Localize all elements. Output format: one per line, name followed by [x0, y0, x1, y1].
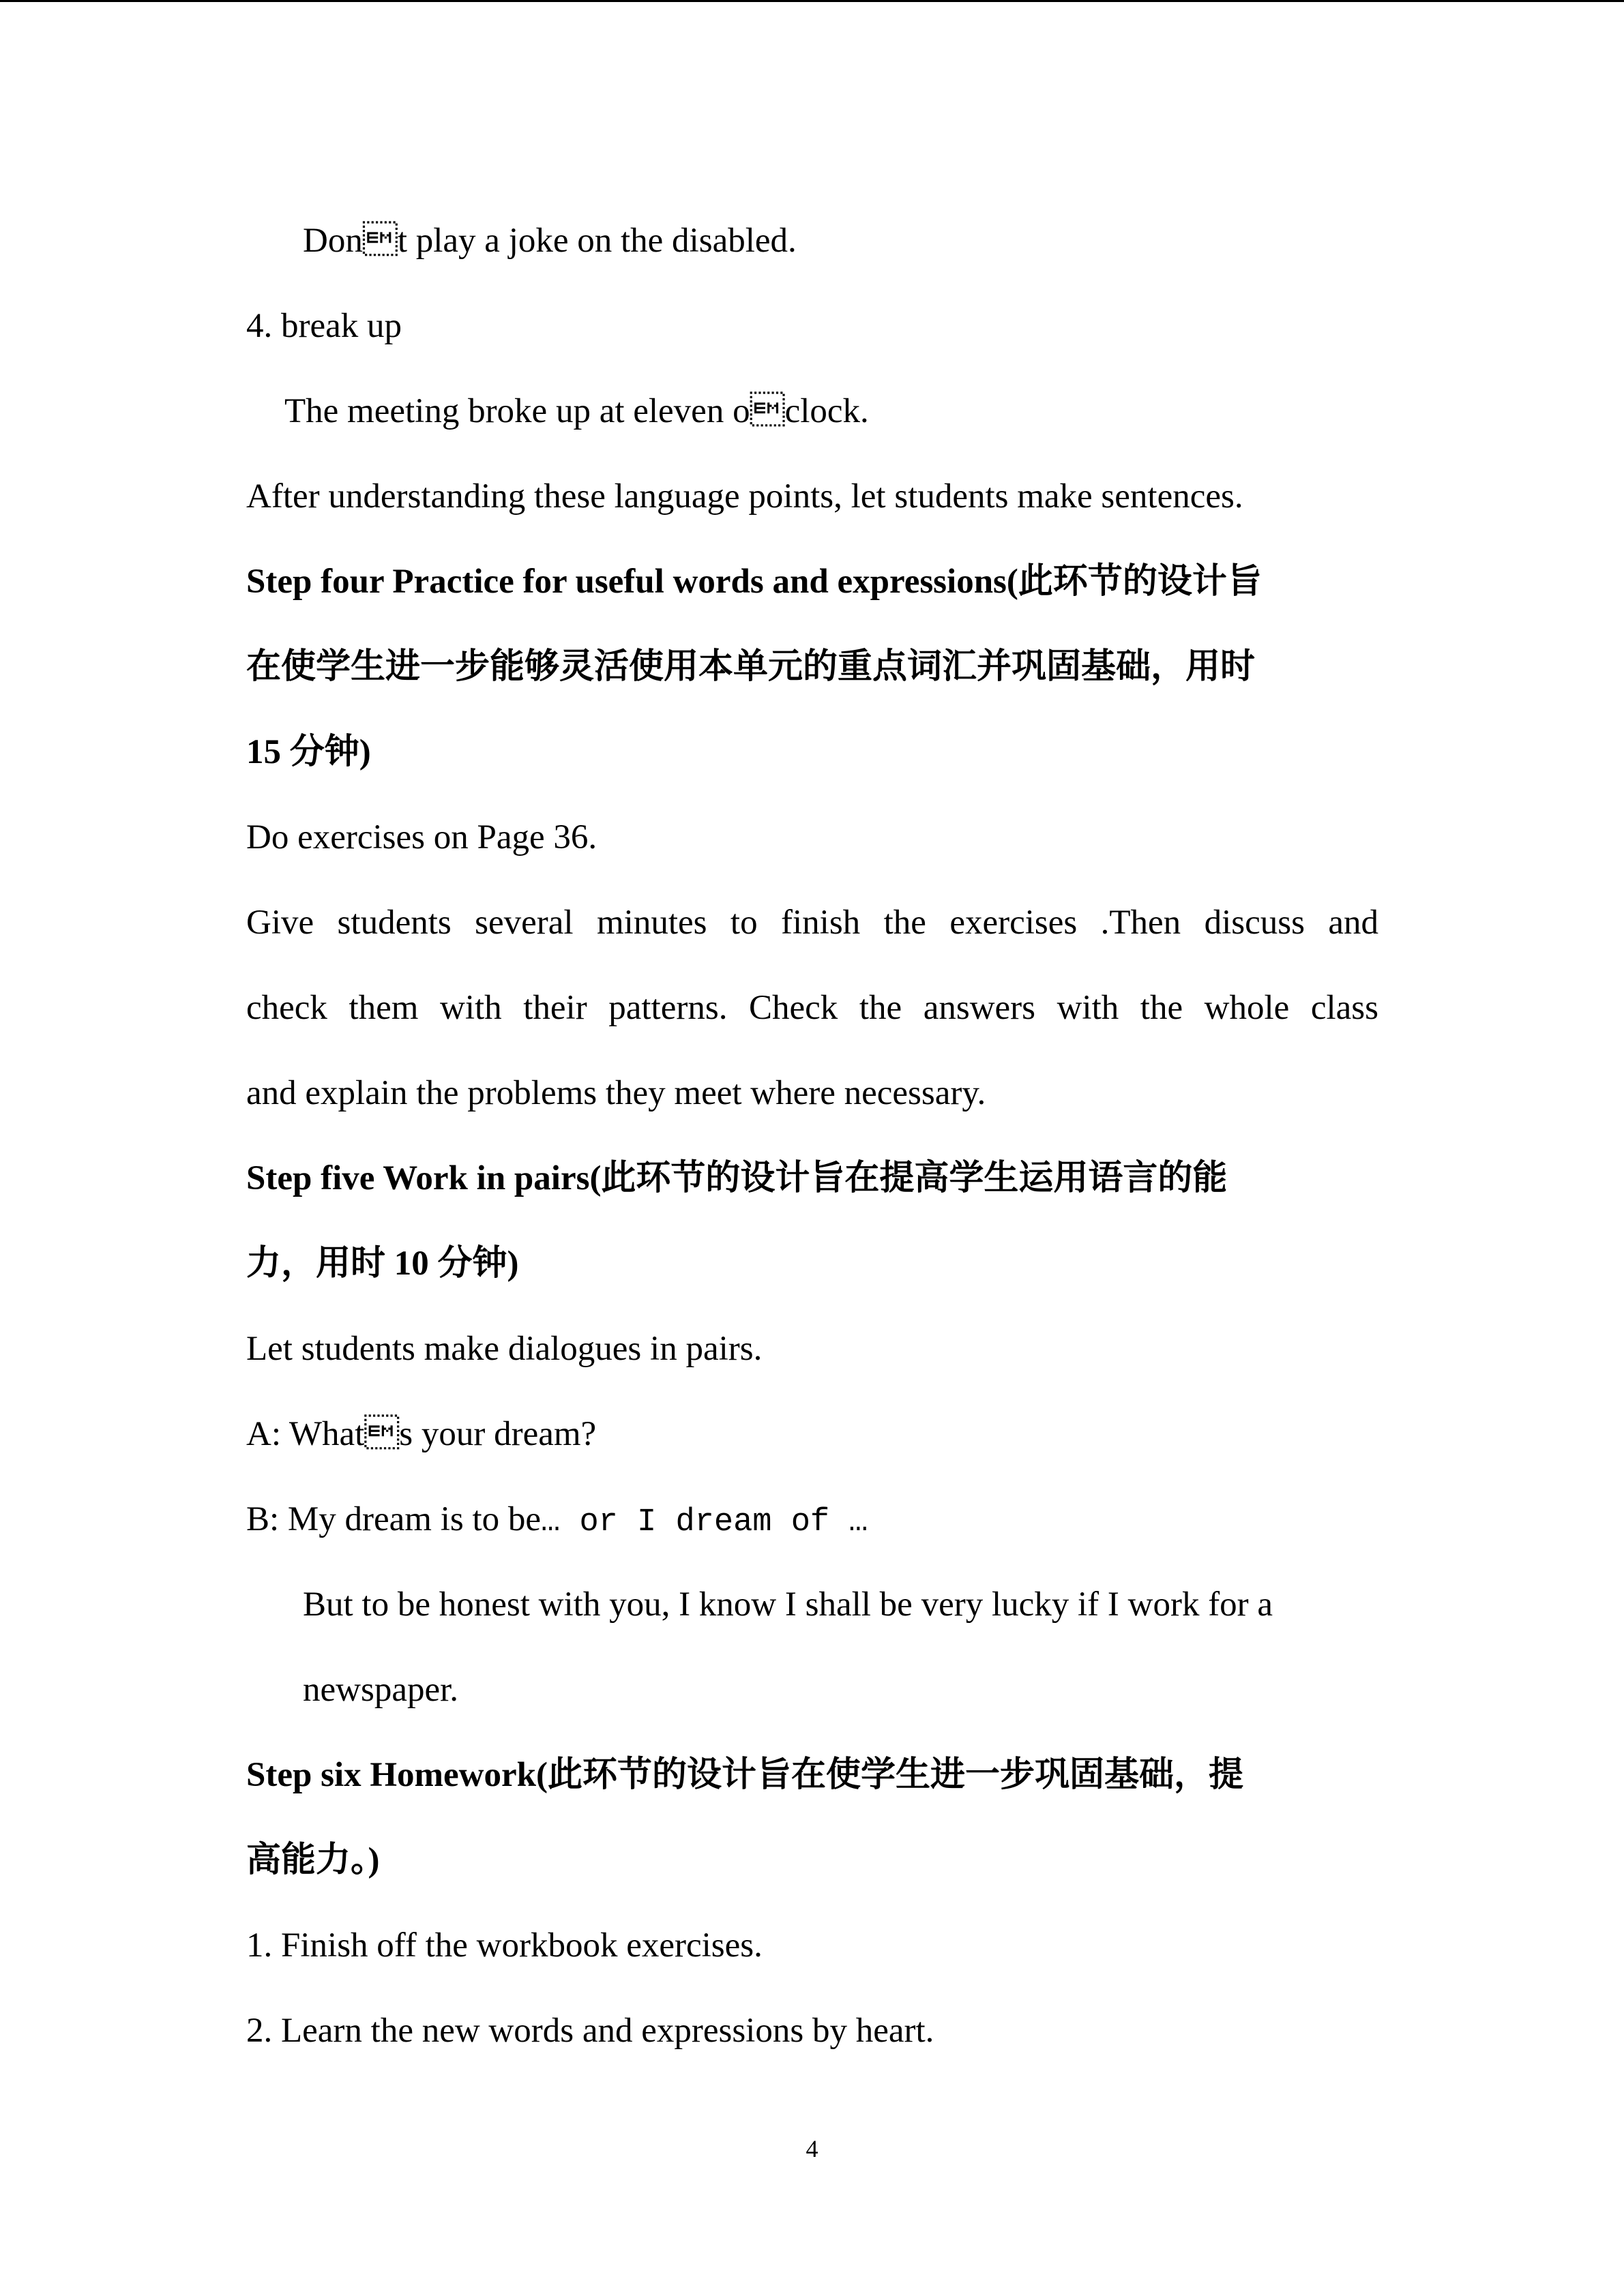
paragraph-make-dialogues: Let students make dialogues in pairs. — [246, 1330, 763, 1368]
dialogue-line-b — [246, 1498, 1378, 1544]
heading-step-five-line-2: 力，用时 10 分钟) — [246, 1244, 519, 1283]
heading-step-six-line-2: 高能力。) — [246, 1841, 380, 1879]
paragraph-language-points: After understanding these language points, let students make sentences. — [246, 477, 1243, 516]
dialogue-continuation-line-1: But to be honest with you, I know I shall be very lucky if I work for a — [303, 1585, 1273, 1624]
paragraph-do-exercises: Do exercises on Page 36. — [246, 818, 597, 856]
paragraph-give-students-line-2: check them with their patterns. Check the answers with the whole class — [246, 989, 1378, 1027]
heading-step-six-line-1: Step six Homework(此环节的设计旨在使学生进一步巩固基础，提 — [246, 1756, 1243, 1794]
homework-item-2: 2. Learn the new words and expressions by heart. — [246, 2012, 934, 2050]
paragraph-give-students-line-1: Give students several minutes to finish the exercises .Then discuss and — [246, 904, 1378, 942]
dialogue-continuation-line-2: newspaper. — [303, 1671, 459, 1709]
heading-step-four-line-2: 在使学生进一步能够灵活使用本单元的重点词汇并巩固基础，用时 — [246, 648, 1256, 686]
example-sentence-dont-joke: Dont play a joke on the disabled. — [303, 222, 797, 260]
example-sentence-meeting: The meeting broke up at eleven oclock. — [284, 392, 869, 430]
heading-step-four-line-1: Step four Practice for useful words and expressions(此环节的设计旨 — [246, 563, 1262, 601]
dialogue-line-b-start: B: My dream is to be — [246, 1500, 542, 1538]
heading-step-five-line-1: Step five Work in pairs(此环节的设计旨在提高学生运用语言的能 — [246, 1159, 1228, 1197]
page-number: 4 — [806, 2135, 818, 2162]
dialogue-line-b-end: … or I dream of … — [541, 1504, 868, 1540]
heading-step-four-line-3: 15 分钟) — [246, 733, 371, 771]
paragraph-give-students-line-3: and explain the problems they meet where necessary. — [246, 1074, 986, 1112]
phrase-break-up: 4. break up — [246, 307, 402, 345]
dialogue-line-a: A: Whats your dream? — [246, 1415, 597, 1453]
homework-item-1: 1. Finish off the workbook exercises. — [246, 1926, 763, 1965]
